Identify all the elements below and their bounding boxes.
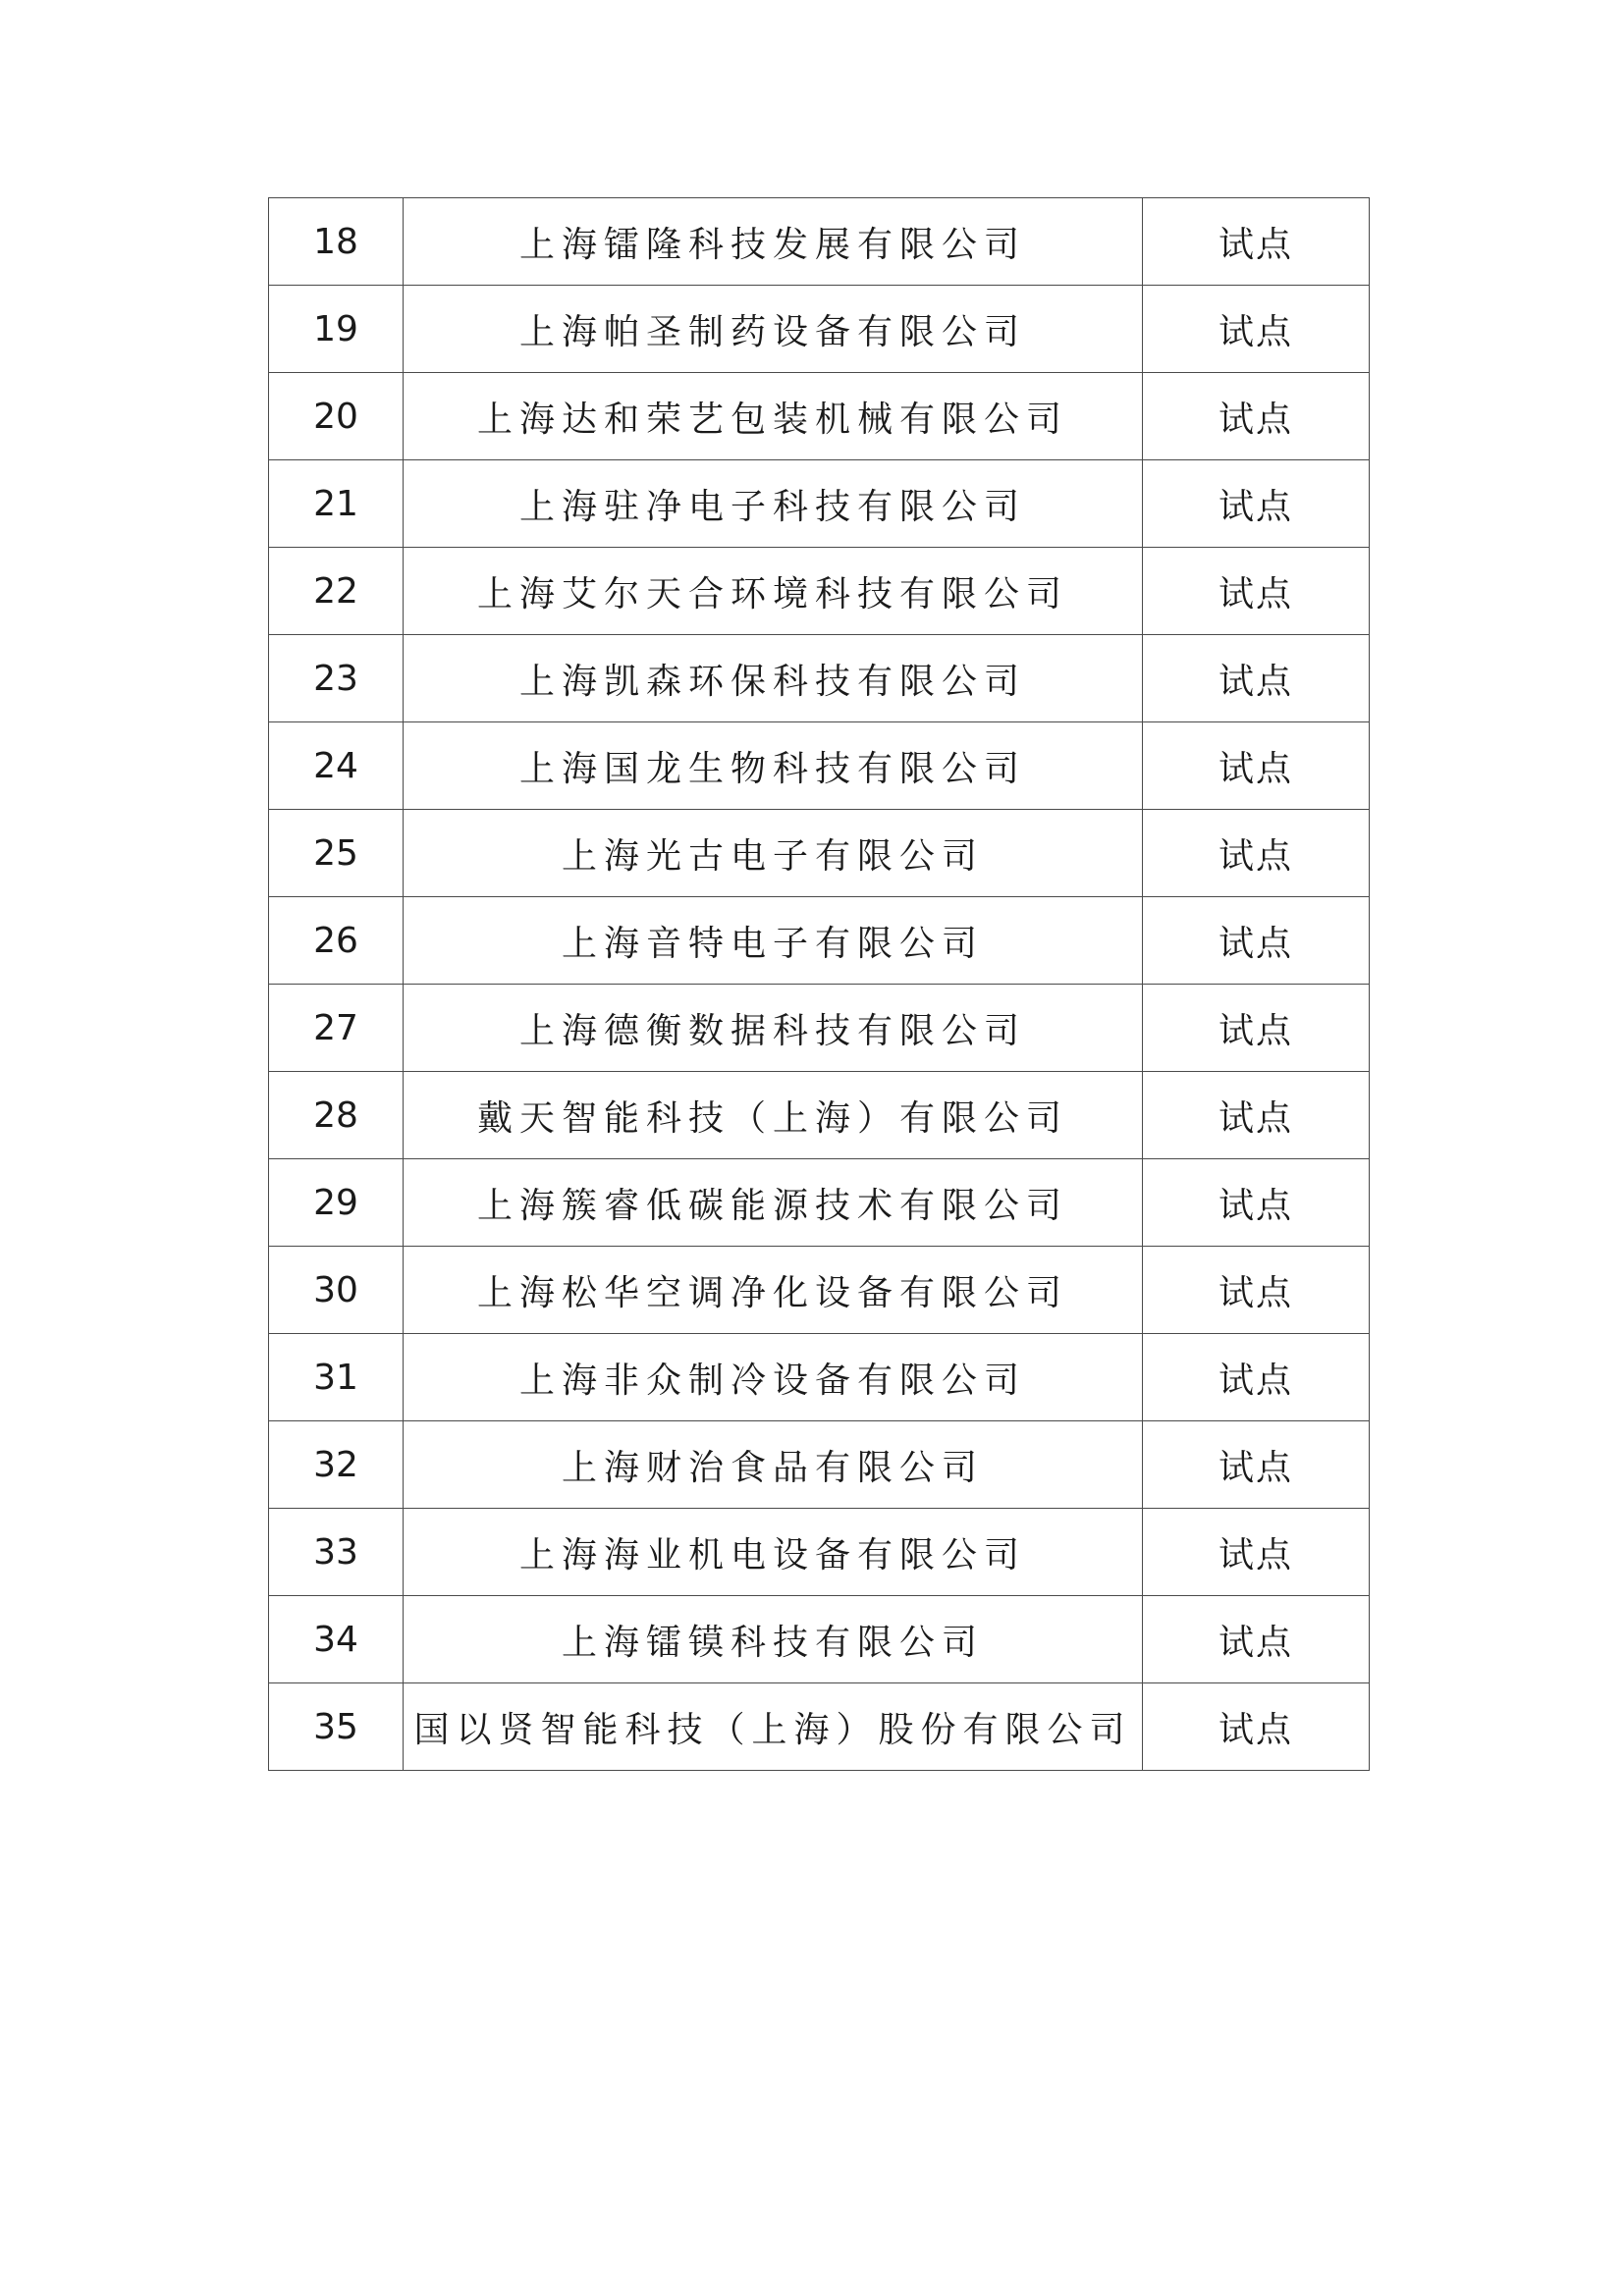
type-cell: 试点 <box>1143 460 1370 548</box>
table-row <box>269 373 1370 460</box>
company-name-cell: 上海松华空调净化设备有限公司 <box>404 1247 1143 1334</box>
table-row <box>269 548 1370 635</box>
row-number-cell: 34 <box>269 1596 404 1683</box>
row-number-cell: 23 <box>269 635 404 722</box>
type-cell: 试点 <box>1143 1509 1370 1596</box>
company-name-cell: 上海音特电子有限公司 <box>404 897 1143 985</box>
company-name-cell: 上海光古电子有限公司 <box>404 810 1143 897</box>
company-name-cell: 上海帕圣制药设备有限公司 <box>404 286 1143 373</box>
type-cell: 试点 <box>1143 722 1370 810</box>
row-number-cell: 31 <box>269 1334 404 1421</box>
type-cell: 试点 <box>1143 1683 1370 1771</box>
table-row <box>269 1596 1370 1683</box>
company-name-cell: 上海艾尔天合环境科技有限公司 <box>404 548 1143 635</box>
table-row <box>269 460 1370 548</box>
row-number-cell: 19 <box>269 286 404 373</box>
row-number-cell: 35 <box>269 1683 404 1771</box>
row-number-cell: 25 <box>269 810 404 897</box>
row-number-cell: 26 <box>269 897 404 985</box>
table-row <box>269 635 1370 722</box>
type-cell: 试点 <box>1143 1334 1370 1421</box>
table-row <box>269 1683 1370 1771</box>
company-name-cell: 上海非众制冷设备有限公司 <box>404 1334 1143 1421</box>
row-number-cell: 33 <box>269 1509 404 1596</box>
type-cell: 试点 <box>1143 810 1370 897</box>
company-name-cell: 上海国龙生物科技有限公司 <box>404 722 1143 810</box>
type-cell: 试点 <box>1143 198 1370 286</box>
type-cell: 试点 <box>1143 635 1370 722</box>
table-body <box>269 198 1370 1771</box>
row-number-cell: 18 <box>269 198 404 286</box>
table-row <box>269 1247 1370 1334</box>
table-row <box>269 985 1370 1072</box>
table-row <box>269 1334 1370 1421</box>
type-cell: 试点 <box>1143 985 1370 1072</box>
row-number-cell: 29 <box>269 1159 404 1247</box>
row-number-cell: 27 <box>269 985 404 1072</box>
type-cell: 试点 <box>1143 548 1370 635</box>
company-name-cell: 上海德衡数据科技有限公司 <box>404 985 1143 1072</box>
table-row <box>269 286 1370 373</box>
company-name-cell: 上海镭隆科技发展有限公司 <box>404 198 1143 286</box>
company-name-cell: 国以贤智能科技（上海）股份有限公司 <box>404 1683 1143 1771</box>
table-row <box>269 897 1370 985</box>
company-name-cell: 戴天智能科技（上海）有限公司 <box>404 1072 1143 1159</box>
company-name-cell: 上海凯森环保科技有限公司 <box>404 635 1143 722</box>
table-row <box>269 1072 1370 1159</box>
type-cell: 试点 <box>1143 1072 1370 1159</box>
row-number-cell: 32 <box>269 1421 404 1509</box>
row-number-cell: 21 <box>269 460 404 548</box>
type-cell: 试点 <box>1143 1159 1370 1247</box>
type-cell: 试点 <box>1143 897 1370 985</box>
row-number-cell: 30 <box>269 1247 404 1334</box>
table-row <box>269 1421 1370 1509</box>
company-name-cell: 上海海业机电设备有限公司 <box>404 1509 1143 1596</box>
table-row <box>269 722 1370 810</box>
type-cell: 试点 <box>1143 1247 1370 1334</box>
table-row <box>269 1509 1370 1596</box>
table-row <box>269 198 1370 286</box>
company-name-cell: 上海簇睿低碳能源技术有限公司 <box>404 1159 1143 1247</box>
table-row <box>269 810 1370 897</box>
company-name-cell: 上海镭镆科技有限公司 <box>404 1596 1143 1683</box>
company-name-cell: 上海财治食品有限公司 <box>404 1421 1143 1509</box>
row-number-cell: 22 <box>269 548 404 635</box>
company-list-table <box>268 197 1370 1771</box>
row-number-cell: 20 <box>269 373 404 460</box>
table-row <box>269 1159 1370 1247</box>
row-number-cell: 24 <box>269 722 404 810</box>
row-number-cell: 28 <box>269 1072 404 1159</box>
type-cell: 试点 <box>1143 286 1370 373</box>
company-name-cell: 上海驻净电子科技有限公司 <box>404 460 1143 548</box>
company-name-cell: 上海达和荣艺包装机械有限公司 <box>404 373 1143 460</box>
type-cell: 试点 <box>1143 1421 1370 1509</box>
type-cell: 试点 <box>1143 1596 1370 1683</box>
type-cell: 试点 <box>1143 373 1370 460</box>
